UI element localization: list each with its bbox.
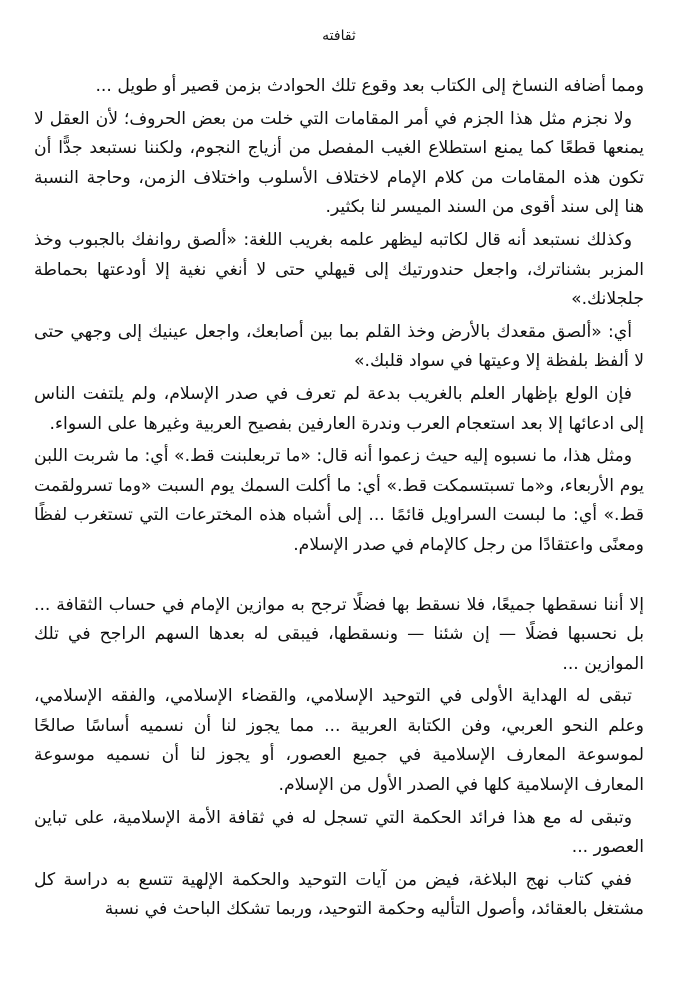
paragraph-3: وكذلك نستبعد أنه قال لكاتبه ليظهر علمه بغريب اللغة: «ألصق روانفك بالجبوب وخذ المزبر بشناترك، واجعل حندورتيك إلى قيهلي حتى لا أنغي نغية إلا أودعتها بحماطة جلجلانك.» <box>34 229 644 310</box>
paragraph-1: ومما أضافه النساخ إلى الكتاب بعد وقوع تلك الحوادث بزمن قصير أو طويل ... <box>95 76 644 96</box>
paragraph-4: أي: «ألصق مقعدك بالأرض وخذ القلم بما بين أصابعك، واجعل عينيك إلى وجهي حتى لا ألفظ بلفظة إلا وعيتها في سواد قلبك.» <box>34 321 644 372</box>
paragraph-2: ولا نجزم مثل هذا الجزم في أمر المقامات التي خلت من بعض الحروف؛ لأن العقل لا يمنعها قطعًا كما يمنع استطلاع الغيب المفصل من أزياج النجوم، ولكننا نستبعد جدًّا أن تكون هذه المقامات من كلام الإمام لاختلاف الأسلوب واختلاف الزمن، وحاجة النسبة هنا إلى سند أقوى من السند الميسر لنا بكثير. <box>34 108 644 218</box>
paragraph-7: إلا أننا نسقطها جميعًا، فلا نسقط بها فضلًا ترجح به موازين الإمام في حساب الثقافة ... بل نحسبها فضلًا — إن شئنا — ونسقطها، فيبقى له بعدها السهم الراجح في تلك الموازين ... <box>34 594 644 674</box>
paragraph-5: فإن الولع بإظهار العلم بالغريب بدعة لم تعرف في صدر الإسلام، ولم يلتفت الناس إلى ادعائها إلا بعد استعجام العرب وندرة العارفين بفصيح العربية وغيرها على السواء. <box>34 383 644 434</box>
paragraph-6: ومثل هذا، ما نسبوه إليه حيث زعموا أنه قال: «ما تربعلبنت قط.» أي: ما شربت اللبن يوم الأربعاء، و«ما تسبتسمكت قط.» أي: ما أكلت السمك يوم السبت «وما تسرولقمت قط.» أي: ما لبست السراويل قائمًا ... إلى أشباه هذه المخترعات التي تستغرب لفظًا ومعنًى واعتقادًا من رجل كالإمام في صدر الإسلام. <box>34 446 644 555</box>
page-header: ثقافته <box>322 28 356 44</box>
paragraph-10: ففي كتاب نهج البلاغة، فيض من آيات التوحيد والحكمة الإلهية تتسع به دراسة كل مشتغل بالعقائد، وأصول التأليه وحكمة التوحيد، وربما تشكك الباحث في نسبة <box>34 869 644 920</box>
paragraph-9: وتبقى له مع هذا فرائد الحكمة التي تسجل له في ثقافة الأمة الإسلامية، على تباين العصور ... <box>34 807 644 858</box>
paragraph-8: تبقى له الهداية الأولى في التوحيد الإسلامي، والقضاء الإسلامي، والفقه الإسلامي، وعلم النحو العربي، وفن الكتابة العربية ... مما يجوز لنا أن نسميه أساسًا صالحًا لموسوعة المعارف الإسلامية في جميع العصور، أو يجوز لنا أن نسميه موسوعة المعارف الإسلامية كلها في الصدر الأول من الإسلام. <box>34 686 644 796</box>
